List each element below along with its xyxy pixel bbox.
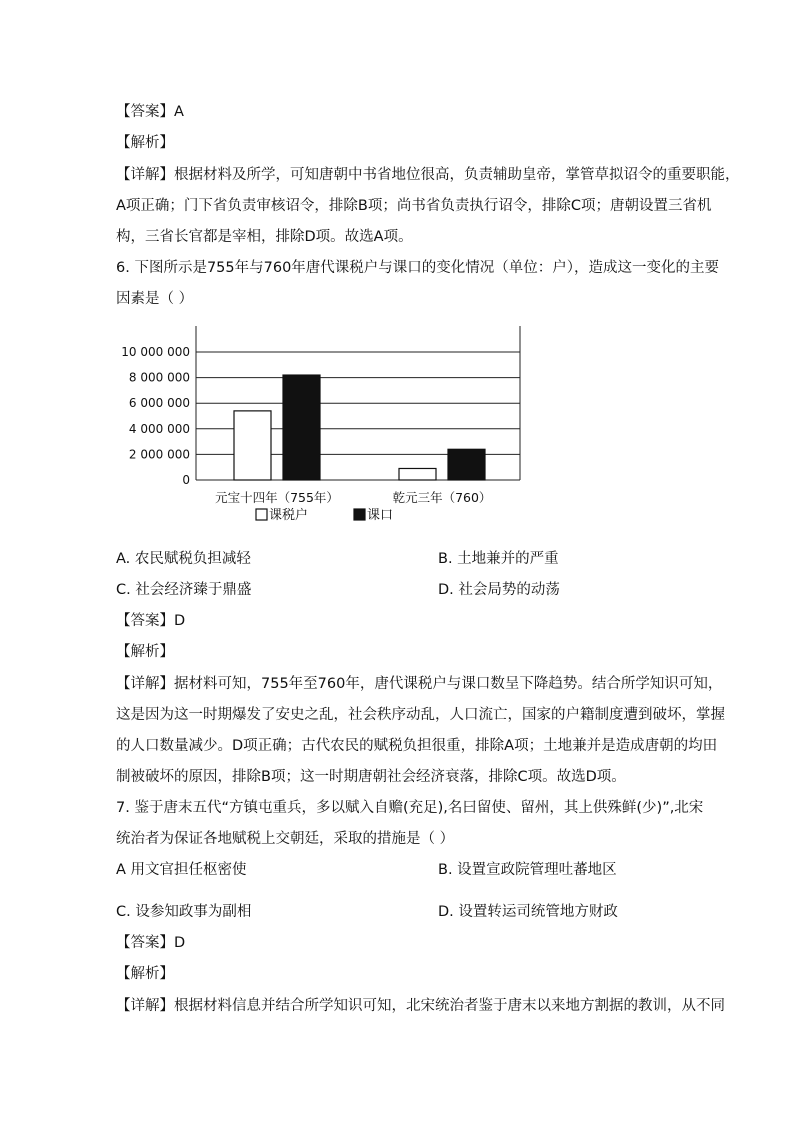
q6-detail-line-3: 的人口数量减少。D项正确；古代农民的赋税负担很重，排除A项；土地兼并是造成唐朝的均田 [116,738,718,754]
legend-swatch-课口 [354,509,365,520]
q5-answer: 【答案】A [116,104,184,120]
q7-stem-line-2: 统治者为保证各地赋税上交朝廷，采取的措施是（ ） [116,831,455,847]
q7-stem-line-1: 7. 鉴于唐末五代“方镇屯重兵，多以赋入自赡(充足),名曰留使、留州，其上供殊鲜(少)”,北宋 [116,800,704,816]
q6-option-b[interactable]: B. 土地兼并的严重 [438,551,559,567]
y-tick-label: 10 000 000 [121,345,190,359]
x-tick-label: 元宝十四年（755年） [215,490,339,505]
legend-label: 课口 [367,508,394,523]
y-tick-label: 8 000 000 [128,370,190,385]
x-tick-label: 乾元三年（760） [392,490,492,505]
bar-课税户-1 [399,468,436,480]
q7-option-a[interactable]: A 用文官担任枢密使 [116,862,247,878]
q6-stem-line-1: 6. 下图所示是755年与760年唐代课税户与课口的变化情况（单位：户），造成这一变化的主要 [116,260,720,276]
q6-option-c[interactable]: C. 社会经济臻于鼎盛 [116,582,252,598]
bar-课口-0 [283,375,320,480]
q6-analysis: 【解析】 [116,644,174,660]
q7-analysis: 【解析】 [116,966,174,982]
q7-option-d[interactable]: D. 设置转运司统管地方财政 [438,904,618,920]
q7-answer: 【答案】D [116,935,186,951]
y-tick-label: 6 000 000 [128,396,190,411]
q5-detail-line-2: A项正确；门下省负责审核诏令，排除B项；尚书省负责执行诏令，排除C项；唐朝设置三省机 [116,198,712,214]
q6-detail-line-2: 这是因为这一时期爆发了安史之乱，社会秩序动乱，人口流亡，国家的户籍制度遭到破坏，掌握 [116,707,725,723]
y-tick-label: 4 000 000 [128,421,190,436]
q5-analysis: 【解析】 [116,135,174,151]
q6-answer: 【答案】D [116,613,186,629]
q7-option-b[interactable]: B. 设置宣政院管理吐蕃地区 [438,862,617,878]
q7-option-c[interactable]: C. 设参知政事为副相 [116,904,252,920]
q5-detail-line-3: 构，三省长官都是宰相，排除D项。故选A项。 [116,229,413,245]
q6-detail-line-4: 制被破坏的原因，排除B项；这一时期唐朝社会经济衰落，排除C项。故选D项。 [116,769,626,785]
q5-detail-line-1: 【详解】根据材料及所学，可知唐朝中书省地位很高，负责辅助皇帝，掌管草拟诏令的重要职能， [116,167,740,183]
q6-detail-line-1: 【详解】据材料可知，755年至760年，唐代课税户与课口数呈下降趋势。结合所学知识可知， [116,676,723,692]
bar-课税户-0 [234,411,271,480]
q6-stem-line-2: 因素是（ ） [116,291,194,307]
legend-label: 课税户 [269,508,309,523]
y-tick-label: 2 000 000 [128,447,190,462]
legend-swatch-课税户 [256,509,267,520]
y-tick-label: 0 [182,473,190,487]
bar-课口-1 [448,449,485,480]
q6-option-a[interactable]: A. 农民赋税负担减轻 [116,551,251,567]
bar-chart [116,318,536,542]
q6-option-d[interactable]: D. 社会局势的动荡 [438,582,560,598]
q7-detail-line-1: 【详解】根据材料信息并结合所学知识可知，北宋统治者鉴于唐末以来地方割据的教训，从不同 [116,998,725,1014]
